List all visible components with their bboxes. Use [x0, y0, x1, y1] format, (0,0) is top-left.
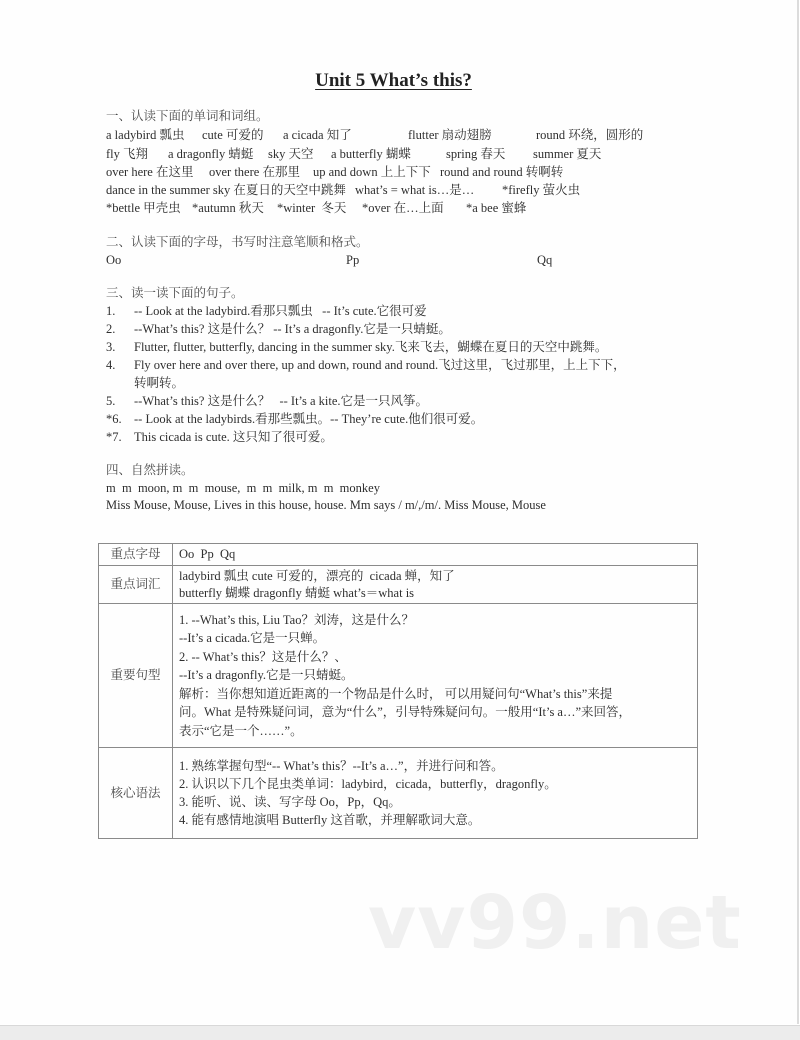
- vocab-item: over here 在这里: [106, 165, 194, 179]
- vocab-item: a dragonfly 蜻蜓: [168, 147, 254, 161]
- vocab-item: a butterfly 蝴蝶: [331, 147, 411, 161]
- vocab-item: a ladybird 瓢虫: [106, 128, 185, 142]
- table-row-key-vocabulary: [99, 566, 698, 604]
- section-2-heading: 二、认读下面的字母，书写时注意笔顺和格式。: [106, 235, 369, 249]
- page-title: Unit 5 What’s this?: [315, 70, 472, 91]
- vocab-item: sky 天空: [268, 147, 314, 161]
- summary-table: [98, 543, 698, 839]
- letter-qq: Qq: [537, 253, 553, 267]
- content-line: --It’s a dragonfly.它是一只蜻蜓。: [179, 668, 354, 683]
- vocab-item: dance in the summer sky 在夏日的天空中跳舞: [106, 183, 346, 197]
- content-line: 1. --What’s this, Liu Tao？刘涛，这是什么？: [179, 612, 414, 627]
- vocab-item: what’s = what is…是…: [355, 183, 475, 197]
- sentence-number: *6.: [106, 412, 122, 426]
- sentence-text: Flutter, flutter, butterfly, dancing in the summer sky.飞来飞去，蝴蝶在夏日的天空中跳舞。: [134, 340, 608, 354]
- row-label: 重点字母: [99, 544, 173, 566]
- vocab-item: over there 在那里: [209, 165, 300, 179]
- row-content: [173, 566, 698, 604]
- vocab-item: round 环绕，圆形的: [536, 128, 644, 142]
- sentence-number: 4.: [106, 358, 116, 372]
- row-content: [173, 544, 698, 566]
- phonics-line-1: m m moon, m m mouse, m m milk, m m monkey: [106, 481, 380, 495]
- sentence-number: 3.: [106, 340, 116, 354]
- table-row-key-letters: [99, 544, 698, 566]
- viewer-bottom-bar: [0, 1025, 800, 1040]
- row-content: [173, 604, 698, 748]
- sentence-number: 2.: [106, 322, 116, 336]
- section-3-heading: 三、读一读下面的句子。: [106, 286, 244, 300]
- sentence-text: Fly over here and over there, up and down, round and round.飞过这里，飞过那里，上上下下，: [134, 358, 626, 372]
- content-line: Oo Pp Qq: [179, 547, 236, 562]
- content-line: 3. 能听、说、读、写字母 Oo，Pp，Qq。: [179, 795, 401, 809]
- phonics-line-2: Miss Mouse, Mouse, Lives in this house, house. Mm says / m/,/m/. Miss Mouse, Mouse: [106, 498, 546, 512]
- vocab-item: summer 夏天: [533, 147, 602, 161]
- vocab-item: cute 可爱的: [202, 128, 264, 142]
- sentence-number: 5.: [106, 394, 116, 408]
- section-1-heading: 一、认读下面的单词和词组。: [106, 109, 269, 123]
- row-label: 重要句型: [99, 604, 173, 748]
- sentence-text: --What’s this? 这是什么？ -- It’s a dragonfly.它是一只蜻蜓。: [134, 322, 451, 336]
- sentence-number: 1.: [106, 304, 116, 318]
- vocab-item: fly 飞翔: [106, 147, 149, 161]
- content-line: ladybird 瓢虫 cute 可爱的，漂亮的 cicada 蝉，知了: [179, 569, 455, 583]
- sentence-text-continued: 转啊转。: [134, 376, 185, 390]
- row-content: [173, 748, 698, 839]
- vocab-item: round and round 转啊转: [440, 165, 564, 179]
- vocab-item: *over 在…上面: [362, 201, 444, 215]
- table-row-core-grammar: [99, 748, 698, 839]
- table-row-key-sentences: [99, 604, 698, 748]
- vocab-item: *a bee 蜜蜂: [466, 201, 527, 215]
- letter-pp: Pp: [346, 253, 360, 267]
- vocab-item: *autumn 秋天: [192, 201, 264, 215]
- vocab-item: *bettle 甲壳虫: [106, 201, 181, 215]
- sentence-text: This cicada is cute. 这只知了很可爱。: [134, 430, 333, 444]
- section-4-heading: 四、自然拼读。: [106, 463, 194, 477]
- watermark: vv99.net: [368, 880, 742, 966]
- sentence-text: -- Look at the ladybird.看那只瓢虫 -- It’s cute.它很可爱: [134, 304, 427, 318]
- content-line: 2. -- What’s this？这是什么？、: [179, 649, 347, 664]
- content-line: 问。What 是特殊疑问词，意为“什么”，引导特殊疑问句。一般用“It’s a…”来回答，: [179, 705, 632, 720]
- content-line: 1. 熟练掌握句型“-- What’s this？--It’s a…”，并进行问和答。: [179, 759, 504, 773]
- row-label: 重点词汇: [99, 566, 173, 604]
- sentence-text: --What’s this? 这是什么？ -- It’s a kite.它是一只风筝。: [134, 394, 429, 408]
- content-line: butterfly 蝴蝶 dragonfly 蜻蜓 what’s＝what is: [179, 585, 415, 600]
- row-label: 核心语法: [99, 748, 173, 839]
- content-line: 解析：当你想知道近距离的一个物品是什么时， 可以用疑问句“What’s this”来提: [179, 686, 613, 701]
- content-line: 4. 能有感情地演唱 Butterfly 这首歌，并理解歌词大意。: [179, 813, 481, 827]
- content-line: 2. 认识以下几个昆虫类单词：ladybird，cicada，butterfly，dragonfly。: [179, 777, 557, 791]
- vocab-item: flutter 扇动翅膀: [408, 128, 492, 142]
- sentence-number: *7.: [106, 430, 122, 444]
- vocab-item: up and down 上上下下: [313, 165, 431, 179]
- vocab-item: *firefly 萤火虫: [502, 183, 581, 197]
- content-line: 表示“它是一个……”。: [179, 723, 303, 738]
- content-line: --It’s a cicada.它是一只蝉。: [179, 631, 326, 646]
- vocab-item: spring 春天: [446, 147, 506, 161]
- sentence-text: -- Look at the ladybirds.看那些瓢虫。-- They’re cute.他们很可爱。: [134, 412, 484, 426]
- vocab-item: a cicada 知了: [283, 128, 352, 142]
- vocab-item: *winter 冬天: [277, 201, 347, 215]
- letter-oo: Oo: [106, 253, 122, 267]
